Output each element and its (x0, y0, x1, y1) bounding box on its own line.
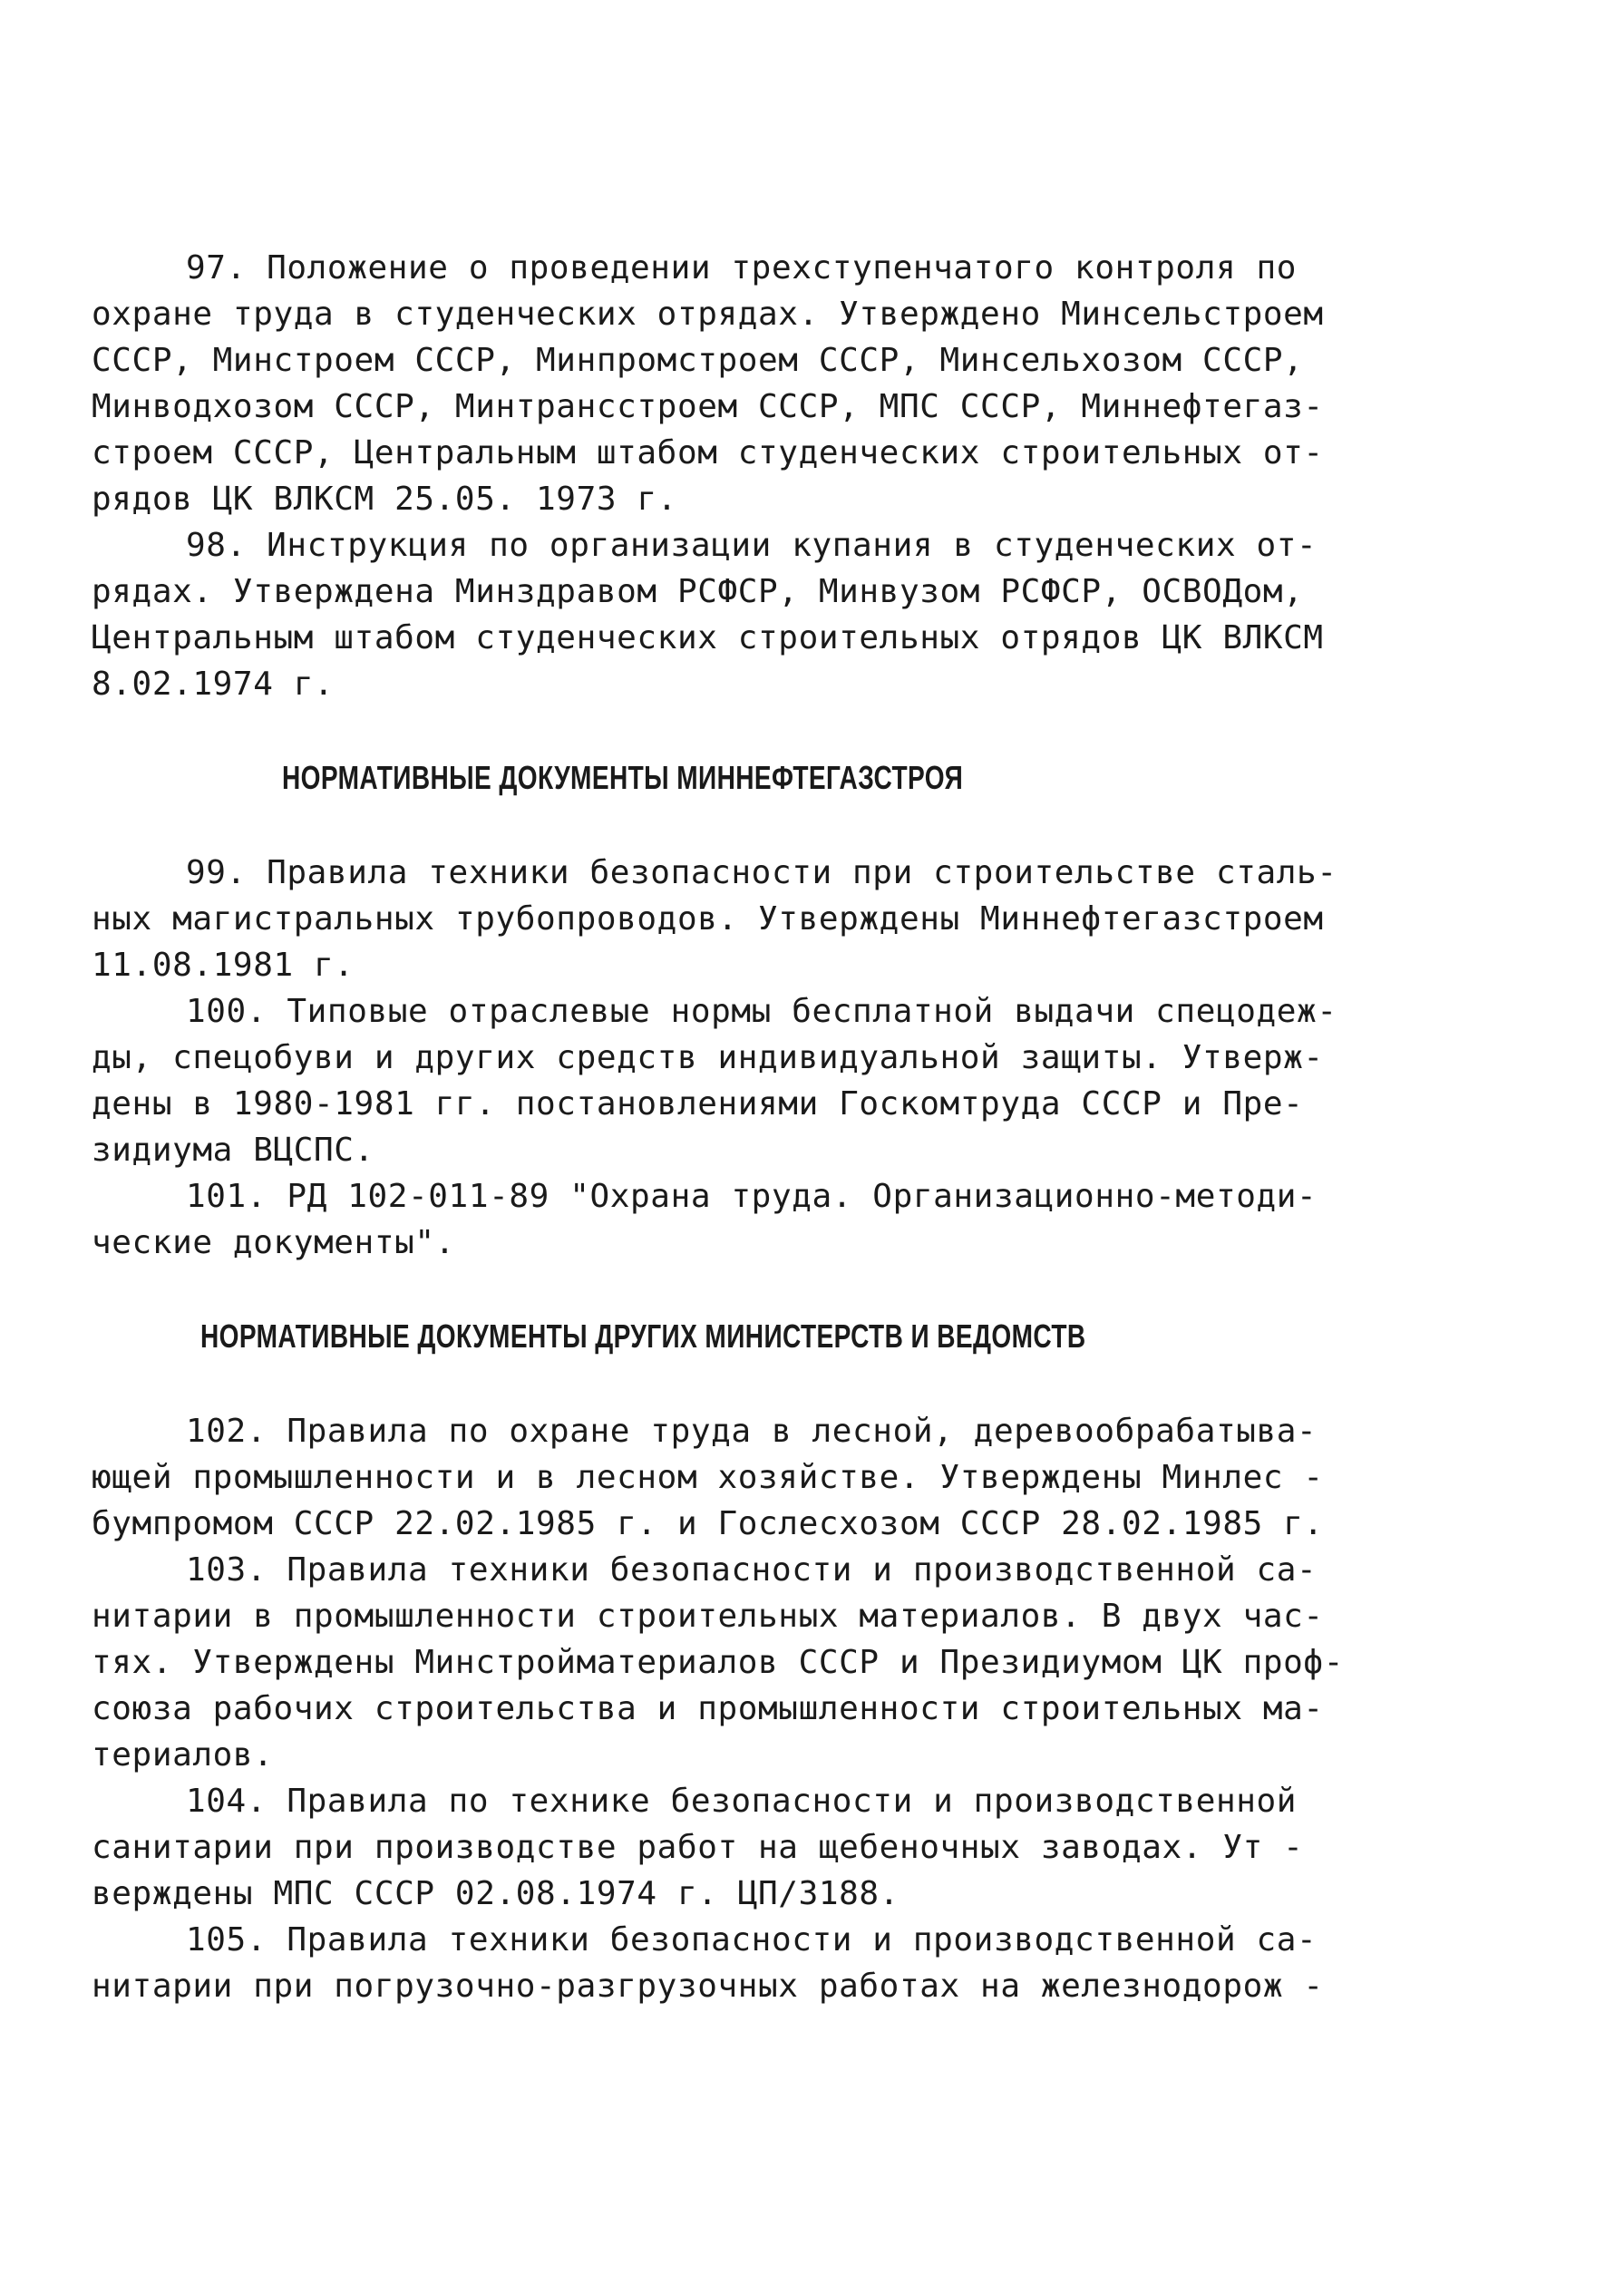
paragraph-101-line-1: 101. РД 102-011-89 "Охрана труда. Организационно-методи- (186, 1178, 1318, 1215)
paragraph-103-line-3: тях. Утверждены Минстройматериалов СССР и Президиумом ЦК проф- (92, 1644, 1344, 1681)
paragraph-98-line-4: 8.02.1974 г. (92, 666, 335, 703)
paragraph-97-line-3: СССР, Минстроем СССР, Минпромстроем СССР, Минсельхозом СССР, (92, 342, 1304, 379)
paragraph-102-line-1: 102. Правила по охране труда в лесной, деревообрабатыва- (186, 1413, 1318, 1450)
paragraph-105-line-1: 105. Правила техники безопасности и производственной са- (186, 1921, 1318, 1959)
paragraph-97-line-5: строем СССР, Центральным штабом студенческих строительных от- (92, 434, 1324, 471)
paragraph-103-line-5: териалов. (92, 1736, 274, 1774)
paragraph-98-line-3: Центральным штабом студенческих строительных отрядов ЦК ВЛКСМ (92, 619, 1324, 656)
paragraph-99-line-3: 11.08.1981 г. (92, 947, 355, 984)
paragraph-100-line-4: зидиума ВЦСПС. (92, 1132, 374, 1169)
paragraph-97-line-2: охране труда в студенческих отрядах. Утверждено Минсельстроем (92, 296, 1324, 333)
paragraph-103-line-2: нитарии в промышленности строительных материалов. В двух час- (92, 1598, 1324, 1635)
paragraph-98-line-2: рядах. Утверждена Минздравом РСФСР, Минвузом РСФСР, ОСВОДом, (92, 573, 1304, 610)
paragraph-99-line-1: 99. Правила техники безопасности при строительстве сталь- (186, 854, 1337, 891)
paragraph-103-line-4: союза рабочих строительства и промышленности строительных ма- (92, 1690, 1324, 1727)
paragraph-97-line-6: рядов ЦК ВЛКСМ 25.05. 1973 г. (92, 481, 677, 518)
paragraph-102-line-2: ющей промышленности и в лесном хозяйстве. Утверждены Минлес - (92, 1459, 1324, 1496)
paragraph-99-line-2: ных магистральных трубопроводов. Утверждены Миннефтегазстроем (92, 900, 1324, 938)
paragraph-104-line-3: верждены МПС СССР 02.08.1974 г. ЦП/3188. (92, 1875, 900, 1912)
paragraph-100-line-2: ды, спецобуви и других средств индивидуальной защиты. Утверж- (92, 1039, 1324, 1076)
paragraph-97-line-1: 97. Положение о проведении трехступенчатого контроля по (186, 249, 1298, 287)
paragraph-104-line-1: 104. Правила по технике безопасности и производственной (186, 1783, 1298, 1820)
paragraph-98-line-1: 98. Инструкция по организации купания в студенческих от- (186, 527, 1318, 564)
paragraph-97-line-4: Минводхозом СССР, Минтрансстроем СССР, МПС СССР, Миннефтегаз- (92, 388, 1324, 425)
section-heading-other-ministries: НОРМАТИВНЫЕ ДОКУМЕНТЫ ДРУГИХ МИНИСТЕРСТВ И ВЕДОМСТВ (200, 1317, 1086, 1355)
paragraph-104-line-2: санитарии при производстве работ на щебеночных заводах. Ут - (92, 1829, 1304, 1866)
paragraph-105-line-2: нитарии при погрузочно-разгрузочных работах на железнодорож - (92, 1968, 1324, 2005)
paragraph-102-line-3: бумпромом СССР 22.02.1985 г. и Гослесхозом СССР 28.02.1985 г. (92, 1505, 1324, 1542)
paragraph-100-line-3: дены в 1980-1981 гг. постановлениями Госкомтруда СССР и Пре- (92, 1085, 1304, 1123)
paragraph-103-line-1: 103. Правила техники безопасности и производственной са- (186, 1551, 1318, 1589)
paragraph-100-line-1: 100. Типовые отраслевые нормы бесплатной выдачи спецодеж- (186, 993, 1337, 1030)
paragraph-101-line-2: ческие документы". (92, 1224, 455, 1261)
section-heading-minneftegazstroy: НОРМАТИВНЫЕ ДОКУМЕНТЫ МИННЕФТЕГАЗСТРОЯ (282, 759, 964, 796)
